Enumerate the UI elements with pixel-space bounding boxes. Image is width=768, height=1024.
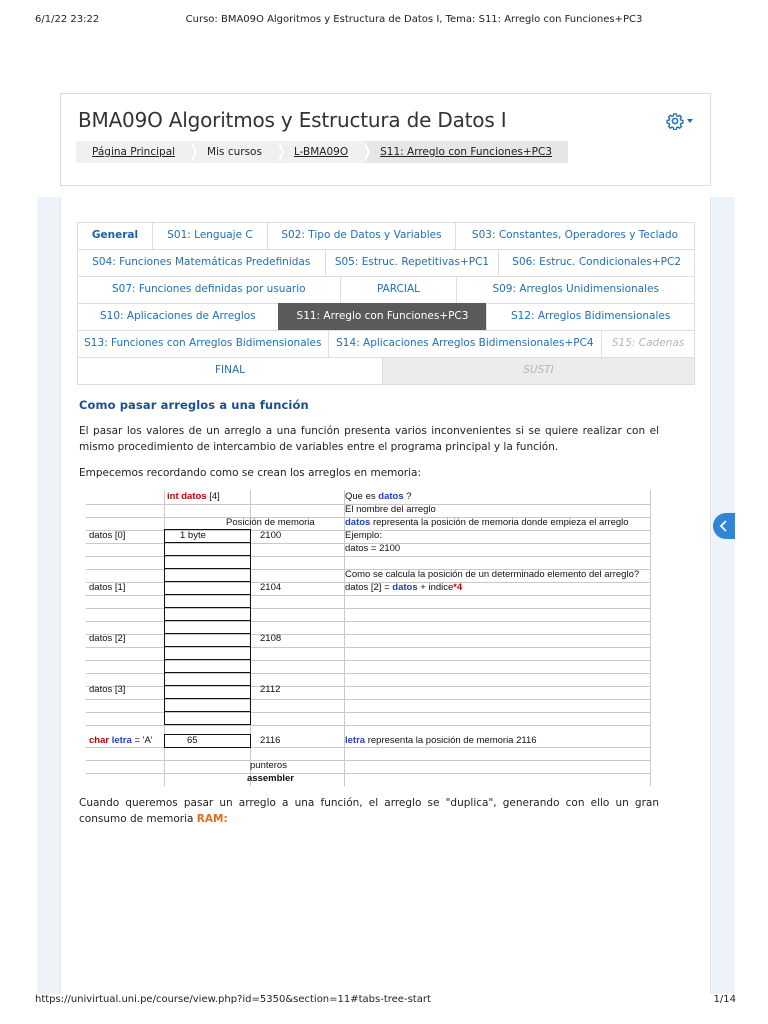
- note-line: Ejemplo:: [345, 530, 382, 541]
- tab-s15: S15: Cadenas: [601, 330, 695, 358]
- memory-table: [86, 490, 650, 786]
- section-tabs: [77, 222, 694, 384]
- tab-s14[interactable]: S14: Aplicaciones Arreglos Bidimensionales+PC4: [328, 330, 603, 358]
- tab-general[interactable]: General: [77, 222, 153, 250]
- tab-parcial[interactable]: PARCIAL: [340, 276, 458, 304]
- array-declaration: int datos [4]: [167, 491, 220, 502]
- row-label: datos [1]: [89, 582, 126, 593]
- breadcrumb-home[interactable]: Página Principal: [76, 141, 191, 163]
- note-formula: datos [2] = datos + indice*4: [345, 582, 463, 593]
- breadcrumb-section[interactable]: S11: Arreglo con Funciones+PC3: [364, 141, 568, 163]
- note-question: Como se calcula la posición de un determinado elemento del arreglo?: [345, 569, 640, 580]
- gear-icon: [666, 112, 684, 130]
- chevron-down-icon: [687, 119, 693, 123]
- tab-s10[interactable]: S10: Aplicaciones de Arreglos: [77, 303, 279, 331]
- breadcrumb-course[interactable]: L-BMA09O: [278, 141, 364, 163]
- note-line: datos = 2100: [345, 543, 401, 554]
- print-header: [0, 14, 768, 28]
- char-declaration: char letra = 'A': [89, 735, 153, 746]
- chevron-left-icon: [719, 517, 729, 536]
- assembler-label: assembler: [247, 773, 295, 784]
- tab-final[interactable]: FINAL: [77, 357, 383, 385]
- note-line: letra representa la posición de memoria 2116: [345, 735, 537, 746]
- paragraph-intro: El pasar los valores de un arreglo a una función presenta varios inconvenientes si se quiere realizar con el mismo procedimiento de intercambio de variables entre el programa principal y la función.: [79, 425, 659, 453]
- page-title: BMA09O Algoritmos y Estructura de Datos I: [78, 108, 507, 132]
- note-question: Que es datos ?: [345, 491, 412, 502]
- course-settings-menu[interactable]: [666, 111, 696, 131]
- tab-s07[interactable]: S07: Funciones definidas por usuario: [77, 276, 341, 304]
- tab-s01[interactable]: S01: Lenguaje C: [152, 222, 268, 250]
- section-title: Como pasar arreglos a una función: [79, 398, 309, 412]
- print-page-number: 1/14: [713, 994, 736, 1005]
- print-datetime: 6/1/22 23:22: [35, 14, 100, 25]
- note-line: El nombre del arreglo: [345, 504, 436, 515]
- memory-address: 2100: [260, 530, 282, 541]
- memory-address: 2104: [260, 582, 282, 593]
- row-label: datos [3]: [89, 684, 126, 695]
- paragraph-duplicate: Cuando queremos pasar un arreglo a una función, el arreglo se "duplica", generando con ello un gran consumo de memoria RAM:: [79, 797, 659, 825]
- drawer-toggle-button[interactable]: [713, 513, 735, 539]
- tab-s06[interactable]: S06: Estruc. Condicionales+PC2: [498, 249, 695, 277]
- print-title: Curso: BMA09O Algoritmos y Estructura de Datos I, Tema: S11: Arreglo con Funciones+PC3: [185, 14, 643, 25]
- memory-address: 2112: [260, 684, 281, 695]
- paragraph-memory: Empecemos recordando como se crean los arreglos en memoria:: [79, 467, 422, 479]
- tab-s13[interactable]: S13: Funciones con Arreglos Bidimensionales: [77, 330, 329, 358]
- tab-s11[interactable]: S11: Arreglo con Funciones+PC3: [278, 303, 488, 331]
- tab-susti: SUSTI: [382, 357, 695, 385]
- course-header: [60, 93, 711, 186]
- tab-s04[interactable]: S04: Funciones Matemáticas Predefinidas: [77, 249, 326, 277]
- row-label: datos [2]: [89, 633, 126, 644]
- print-footer: [0, 994, 768, 1008]
- note-line: datos representa la posición de memoria donde empieza el arreglo: [345, 517, 629, 528]
- memory-address: 2108: [260, 633, 282, 644]
- row-label: datos [0]: [89, 530, 126, 541]
- tab-s02[interactable]: S02: Tipo de Datos y Variables: [267, 222, 456, 250]
- char-value: 65: [187, 735, 198, 746]
- cell-value: 1 byte: [180, 530, 206, 541]
- breadcrumb: [76, 141, 568, 163]
- memory-position-header: Posición de memoria: [226, 517, 315, 528]
- breadcrumb-my-courses: Mis cursos: [191, 141, 278, 163]
- tab-s09[interactable]: S09: Arreglos Unidimensionales: [456, 276, 695, 304]
- tab-s03[interactable]: S03: Constantes, Operadores y Teclado: [455, 222, 695, 250]
- tab-s12[interactable]: S12: Arreglos Bidimensionales: [486, 303, 695, 331]
- punteros-label: punteros: [250, 760, 287, 771]
- print-url: https://univirtual.uni.pe/course/view.php?id=5350&section=11#tabs-tree-start: [35, 994, 431, 1005]
- memory-address: 2116: [260, 735, 281, 746]
- tab-s05[interactable]: S05: Estruc. Repetitivas+PC1: [325, 249, 500, 277]
